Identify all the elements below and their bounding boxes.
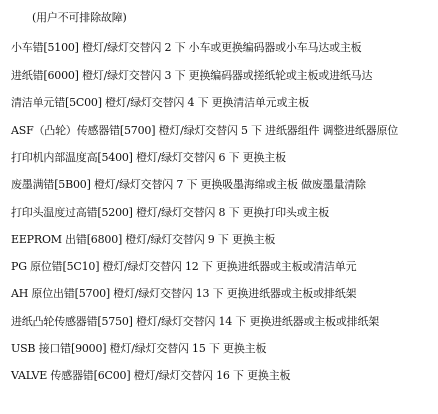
error-line-printhead-temperature: 打印头温度过高错[5200] 橙灯/绿灯交替闪 8 下 更换打印头或主板 [11, 206, 330, 219]
error-line-eeprom: EEPROM 出错[6800] 橙灯/绿灯交替闪 9 下 更换主板 [11, 233, 276, 246]
error-line-internal-temperature: 打印机内部温度高[5400] 橙灯/绿灯交替闪 6 下 更换主板 [11, 151, 286, 164]
error-line-pg-home: PG 原位错[5C10] 橙灯/绿灯交替闪 12 下 更换进纸器或主板或清洁单元 [11, 260, 357, 273]
error-line-feed-cam-sensor: 进纸凸轮传感器错[5750] 橙灯/绿灯交替闪 14 下 更换进纸器或主板或排纸架 [11, 315, 380, 328]
error-line-paper-feed: 进纸错[6000] 橙灯/绿灯交替闪 3 下 更换编码器或搓纸轮或主板或进纸马达 [11, 69, 373, 82]
error-line-valve-sensor: VALVE 传感器错[6C00] 橙灯/绿灯交替闪 16 下 更换主板 [11, 369, 291, 382]
error-line-waste-ink: 废墨满错[5B00] 橙灯/绿灯交替闪 7 下 更换吸墨海绵或主板 做废墨量清除 [11, 178, 366, 191]
error-line-usb: USB 接口错[9000] 橙灯/绿灯交替闪 15 下 更换主板 [11, 342, 267, 355]
error-line-asf-sensor: ASF（凸轮）传感器错[5700] 橙灯/绿灯交替闪 5 下 进纸器组件 调整进纸器原位 [11, 124, 399, 137]
error-line-ah-home: AH 原位出错[5700] 橙灯/绿灯交替闪 13 下 更换进纸器或主板或排纸架 [11, 287, 357, 300]
error-line-carriage: 小车错[5100] 橙灯/绿灯交替闪 2 下 小车或更换编码器或小车马达或主板 [11, 41, 362, 54]
error-line-cleaning-unit: 清洁单元错[5C00] 橙灯/绿灯交替闪 4 下 更换清洁单元或主板 [11, 96, 309, 109]
section-header: (用户不可排除故障) [32, 11, 127, 24]
